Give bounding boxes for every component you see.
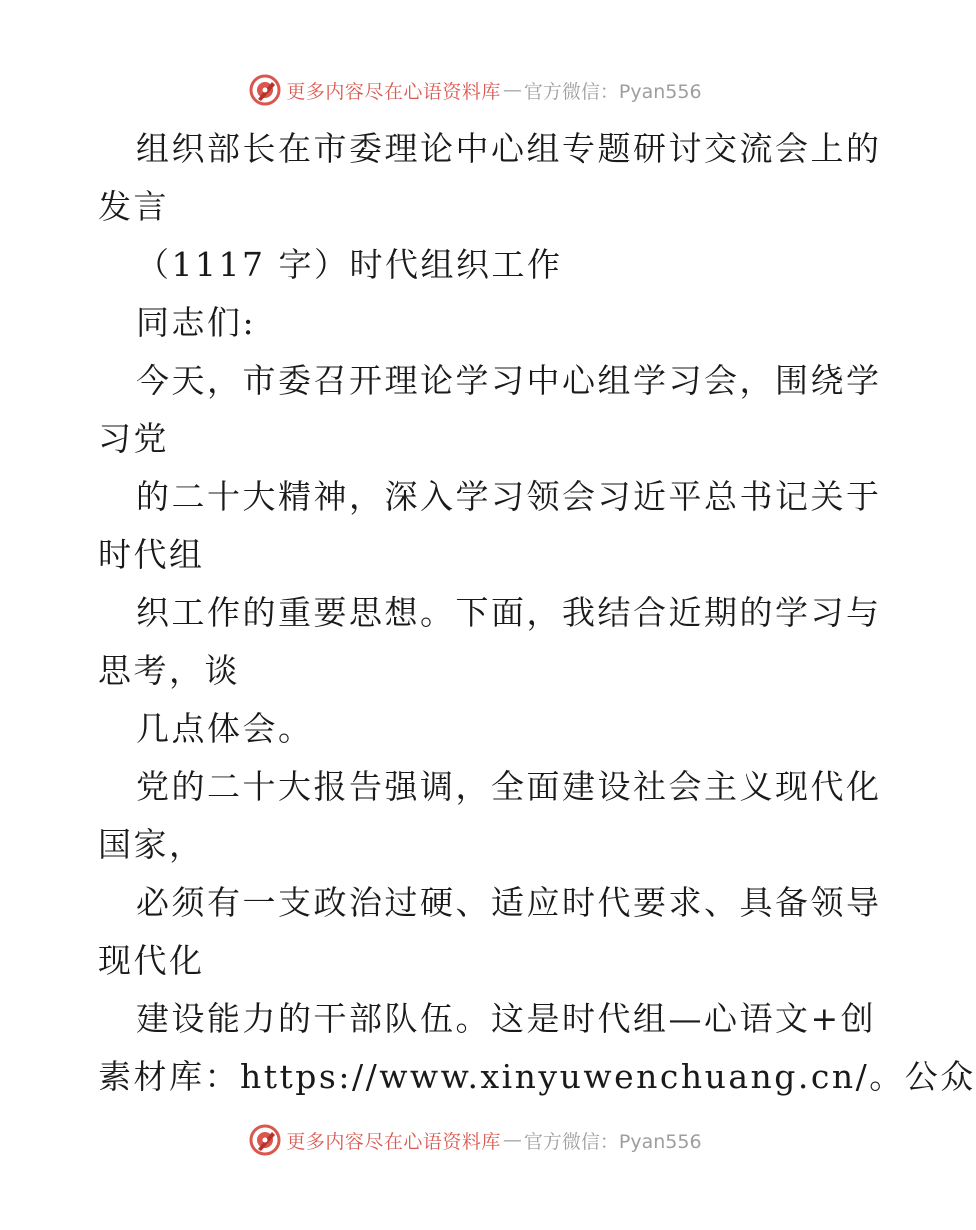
text-line: 时代组	[98, 535, 205, 574]
text-line: 习党	[98, 419, 169, 458]
text-line: 必须有一支政治过硬、适应时代要求、具备领导	[136, 883, 882, 922]
watermark-wechat: 官方微信：Pyan556	[523, 80, 702, 103]
text-line: 组织部长在市委理论中心组专题研讨交流会上的	[136, 129, 882, 168]
footer-watermark	[0, 1120, 950, 1160]
text-line: 发言	[98, 187, 169, 226]
text-line: 党的二十大报告强调，全面建设社会主义现代化	[136, 767, 882, 806]
text-line: （1117 字）时代组织工作	[136, 245, 563, 284]
watermark-wechat: 官方微信：Pyan556	[523, 1130, 702, 1153]
header-watermark	[0, 70, 950, 110]
text-line: 几点体会。	[136, 709, 314, 748]
pen-nib-logo-icon	[248, 1123, 282, 1157]
text-line: 思考，谈	[98, 651, 240, 690]
watermark-text: 更多内容尽在心语资料库	[286, 1130, 501, 1153]
watermark-text: 更多内容尽在心语资料库	[286, 80, 501, 103]
text-line: 织工作的重要思想。下面，我结合近期的学习与	[136, 593, 882, 632]
text-line: 的二十大精神，深入学习领会习近平总书记关于	[136, 477, 882, 516]
watermark-dash: —	[502, 79, 522, 101]
text-line: 国家，	[98, 825, 205, 864]
text-line: 今天，市委召开理论学习中心组学习会，围绕学	[136, 361, 882, 400]
document-body	[98, 120, 976, 1106]
text-line: 素材库：https://www.xinyuwenchuang.cn/。公众	[98, 1057, 976, 1096]
text-line: 同志们:	[136, 303, 257, 342]
text-line: 建设能力的干部队伍。这是时代组—心语文+创	[136, 999, 877, 1038]
text-line: 现代化	[98, 941, 205, 980]
pen-nib-logo-icon	[248, 73, 282, 107]
watermark-dash: —	[502, 1129, 522, 1151]
